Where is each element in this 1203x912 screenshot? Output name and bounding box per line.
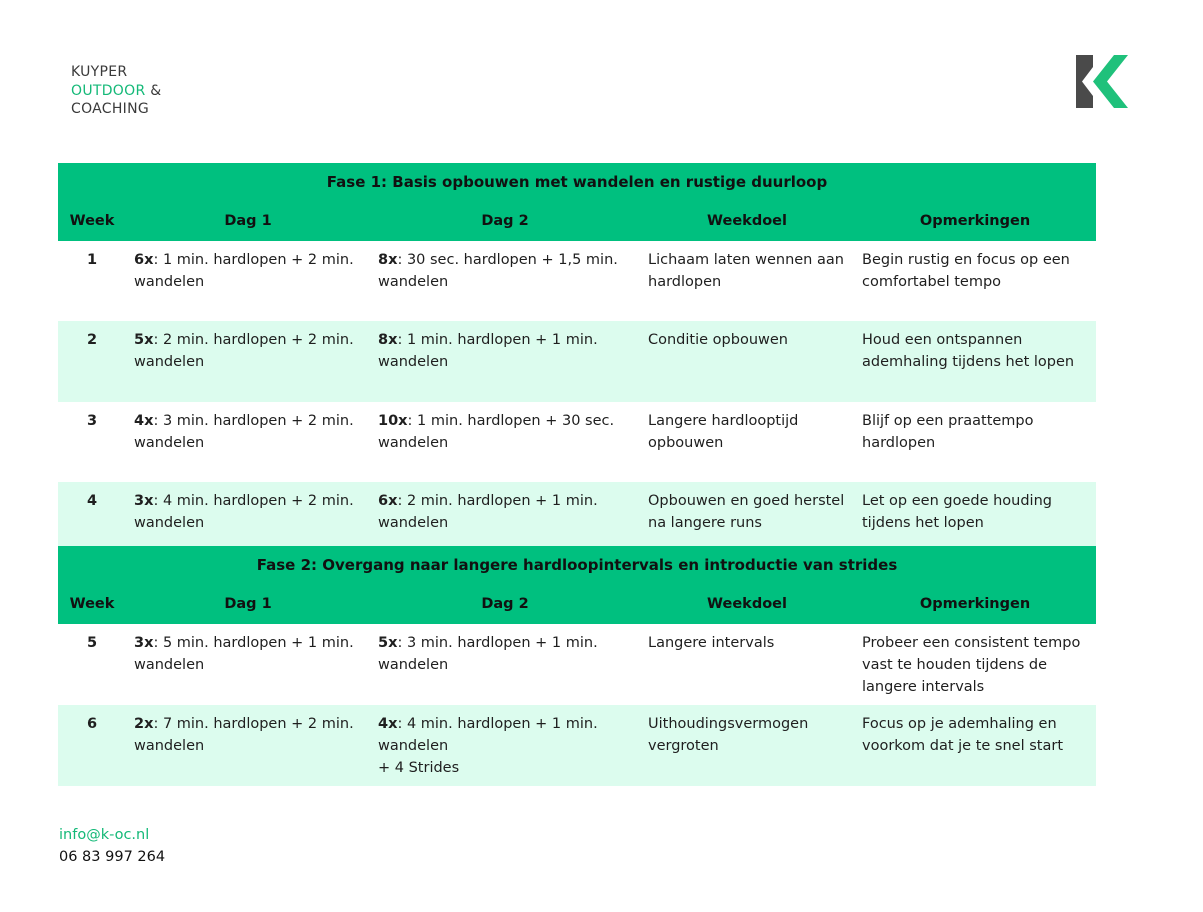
logo-dark-shape	[1076, 55, 1093, 108]
col-dag-2: Dag 2	[370, 584, 640, 624]
dag-1-cell	[126, 402, 370, 482]
column-header-row	[58, 584, 1096, 624]
week-cell: 4	[58, 482, 126, 546]
dag-2-count: 8x	[378, 332, 398, 348]
dag-2-count: 5x	[378, 635, 398, 651]
weekdoel-cell: Lichaam laten wennen aan hardlopen	[648, 252, 844, 290]
dag-2-count: 4x	[378, 716, 398, 732]
col-weekdoel: Weekdoel	[640, 584, 854, 624]
dag-2-text: : 2 min. hardlopen + 1 min. wandelen	[378, 493, 598, 531]
table-row	[58, 402, 1096, 482]
dag-1-text: : 3 min. hardlopen + 2 min. wandelen	[134, 413, 354, 451]
weekdoel-cell: Uithoudingsvermogen vergroten	[640, 705, 854, 786]
column-header-row	[58, 201, 1096, 241]
training-schedule-table	[58, 163, 1096, 786]
col-dag-1: Dag 1	[126, 584, 370, 624]
dag-1-text: : 4 min. hardlopen + 2 min. wandelen	[134, 493, 354, 531]
col-dag-2: Dag 2	[370, 201, 640, 241]
dag-2-cell	[370, 705, 640, 786]
col-opmerkingen: Opmerkingen	[854, 584, 1096, 624]
dag-2-cell	[370, 402, 640, 482]
table-row	[58, 624, 1096, 705]
week-cell: 3	[86, 413, 98, 429]
dag-2-extra: + 4 Strides	[378, 760, 460, 776]
dag-1-cell	[126, 241, 370, 321]
dag-2-cell	[370, 241, 640, 321]
dag-1-text: : 7 min. hardlopen + 2 min. wandelen	[134, 716, 354, 754]
contact-block	[59, 824, 165, 868]
dag-1-text: : 5 min. hardlopen + 1 min. wandelen	[134, 635, 354, 673]
dag-2-count: 10x	[378, 413, 408, 429]
dag-1-text: : 1 min. hardlopen + 2 min. wandelen	[134, 252, 354, 290]
dag-1-count: 3x	[134, 635, 154, 651]
opmerkingen-cell: Blijf op een praattempo hardlopen	[862, 413, 1034, 451]
contact-phone: 06 83 997 264	[59, 849, 166, 865]
week-cell: 1	[86, 252, 98, 268]
brand-line-3: COACHING	[71, 101, 150, 117]
weekdoel-cell: Langere intervals	[648, 635, 775, 651]
col-week: Week	[58, 201, 126, 241]
dag-1-count: 3x	[134, 493, 154, 509]
opmerkingen-cell: Probeer een consistent tempo vast te houden tijdens de langere intervals	[862, 635, 1081, 695]
brand-wordmark	[71, 63, 161, 119]
week-cell: 6	[58, 705, 126, 786]
dag-1-count: 6x	[134, 252, 154, 268]
opmerkingen-cell: Let op een goede houding tijdens het lopen	[854, 482, 1096, 546]
brand-line-2	[71, 82, 161, 101]
table-row	[58, 321, 1096, 402]
dag-2-text: : 30 sec. hardlopen + 1,5 min. wandelen	[378, 252, 618, 290]
opmerkingen-cell: Begin rustig en focus op een comfortabel tempo	[862, 252, 1070, 290]
weekdoel-cell: Conditie opbouwen	[640, 321, 854, 402]
dag-2-count: 8x	[378, 252, 398, 268]
table-row	[58, 705, 1096, 786]
dag-1-cell	[126, 482, 370, 546]
weekdoel-cell: Langere hardlooptijd opbouwen	[648, 413, 799, 451]
col-weekdoel: Weekdoel	[640, 201, 854, 241]
dag-2-text: : 1 min. hardlopen + 30 sec. wandelen	[378, 413, 615, 451]
dag-2-cell	[370, 321, 640, 402]
dag-2-cell	[370, 624, 640, 705]
contact-email-link[interactable]: info@k-oc.nl	[59, 827, 150, 843]
week-cell: 2	[58, 321, 126, 402]
dag-2-text: : 1 min. hardlopen + 1 min. wandelen	[378, 332, 598, 370]
dag-2-cell	[370, 482, 640, 546]
logo-green-chevron	[1093, 55, 1128, 108]
col-week: Week	[58, 584, 126, 624]
col-dag-1: Dag 1	[126, 201, 370, 241]
phase-header-row	[58, 546, 1096, 584]
dag-2-text: : 4 min. hardlopen + 1 min. wandelen	[378, 716, 598, 754]
col-opmerkingen: Opmerkingen	[854, 201, 1096, 241]
phase-title: Fase 1: Basis opbouwen met wandelen en rustige duurloop	[58, 163, 1096, 201]
dag-1-text: : 2 min. hardlopen + 2 min. wandelen	[134, 332, 354, 370]
dag-1-count: 5x	[134, 332, 154, 348]
week-cell: 5	[86, 635, 98, 651]
k-chevron-logo-icon	[1076, 55, 1130, 108]
dag-1-cell	[126, 705, 370, 786]
dag-1-count: 4x	[134, 413, 154, 429]
brand-line-1: KUYPER	[71, 64, 128, 80]
opmerkingen-cell: Houd een ontspannen ademhaling tijdens het lopen	[854, 321, 1096, 402]
brand-line-2-green: OUTDOOR	[71, 82, 146, 99]
dag-2-text: : 3 min. hardlopen + 1 min. wandelen	[378, 635, 598, 673]
phase-title: Fase 2: Overgang naar langere hardloopintervals en introductie van strides	[58, 546, 1096, 584]
dag-1-cell	[126, 321, 370, 402]
weekdoel-cell: Opbouwen en goed herstel na langere runs	[640, 482, 854, 546]
dag-1-count: 2x	[134, 716, 154, 732]
phase-header-row	[58, 163, 1096, 201]
table-row	[58, 241, 1096, 321]
dag-2-count: 6x	[378, 493, 398, 509]
brand-line-2-suffix: &	[145, 82, 162, 99]
dag-1-cell	[126, 624, 370, 705]
opmerkingen-cell: Focus op je ademhaling en voorkom dat je te snel start	[854, 705, 1096, 786]
table-row	[58, 482, 1096, 546]
